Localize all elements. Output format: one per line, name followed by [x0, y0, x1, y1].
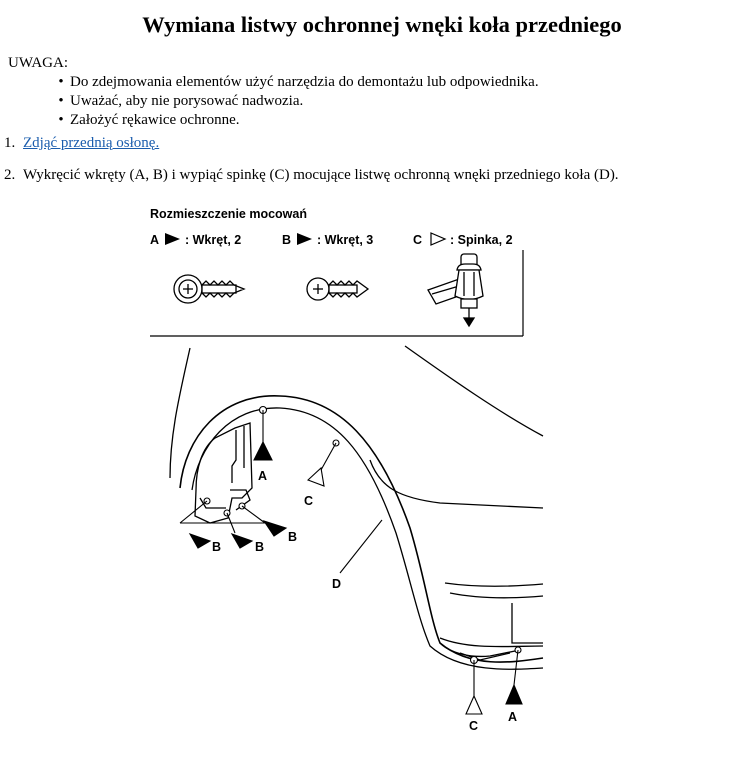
note-list — [52, 73, 539, 130]
callout-a-top: A — [258, 469, 268, 483]
legend-letter-c: C — [413, 233, 423, 247]
note-item-text: Uważać, aby nie porysować nadwozia. — [70, 93, 304, 109]
step-2 — [4, 167, 619, 184]
callout-b-2: B — [255, 540, 265, 554]
screw-b-icon — [307, 278, 368, 300]
callout-c-bottom: C — [469, 719, 479, 733]
callout-a-bottom: A — [508, 710, 518, 724]
fender-drawing — [170, 346, 543, 669]
filled-triangle-icon — [165, 233, 180, 245]
outline-triangle-icon — [431, 233, 445, 245]
bullet-icon: • — [58, 93, 64, 109]
step-text: Wykręcić wkręty (A, B) i wypiąć spinkę (C) mocujące listwę ochronną wnęki przedniego koła (D). — [23, 167, 619, 183]
note-item — [52, 92, 539, 111]
step-number: 2. — [4, 167, 16, 183]
note-item-text: Do zdejmowania elementów użyć narzędzia do demontażu lub odpowiednika. — [70, 74, 539, 90]
step-1 — [4, 135, 159, 152]
callout-b-1: B — [212, 540, 222, 554]
legend-label-b: : Wkręt, 3 — [317, 233, 374, 247]
filled-triangle-icon — [297, 233, 312, 245]
fastener-points — [204, 407, 521, 664]
callouts — [180, 410, 522, 714]
note-item-text: Założyć rękawice ochronne. — [70, 112, 240, 128]
callout-b-3: B — [288, 530, 298, 544]
step-number: 1. — [4, 135, 16, 151]
legend-label-a: : Wkręt, 2 — [185, 233, 242, 247]
legend-letter-b: B — [282, 233, 292, 247]
legend-label-c: : Spinka, 2 — [450, 233, 513, 247]
clip-c-icon — [428, 254, 483, 326]
callout-d: D — [332, 577, 342, 591]
bullet-icon: • — [58, 74, 64, 90]
legend-title: Rozmieszczenie mocowań — [150, 207, 307, 221]
fender-liner-diagram — [140, 198, 548, 738]
bullet-icon: • — [58, 112, 64, 128]
remove-front-bumper-link[interactable]: Zdjąć przednią osłonę. — [23, 135, 160, 151]
note-heading: UWAGA: — [8, 55, 68, 71]
screw-a-icon — [174, 275, 244, 303]
legend-box — [150, 207, 523, 336]
note-item — [52, 73, 539, 92]
page-title: Wymiana listwy ochronnej wnęki koła przedniego — [142, 12, 622, 37]
callout-c-top: C — [304, 494, 314, 508]
legend-letter-a: A — [150, 233, 160, 247]
note-item — [52, 111, 539, 130]
